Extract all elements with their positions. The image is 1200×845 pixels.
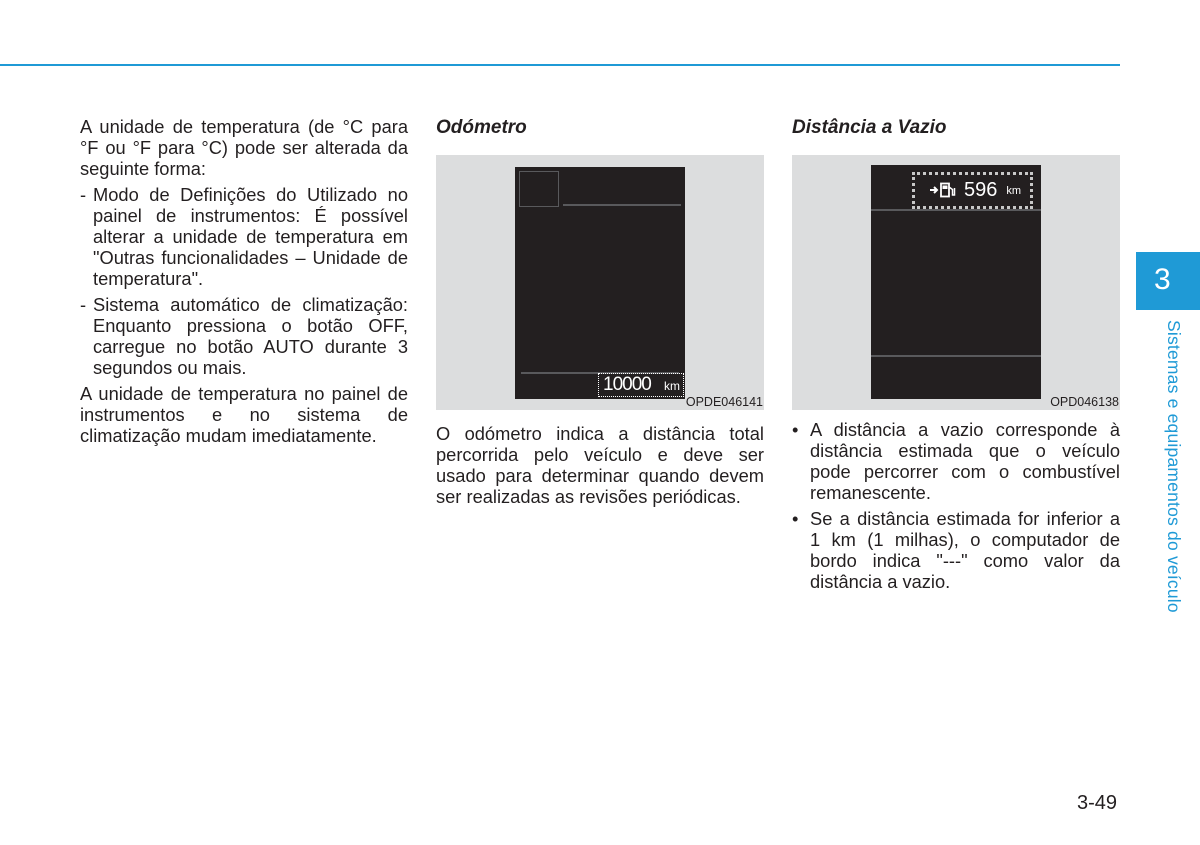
- odometer-readout: [598, 373, 684, 397]
- dte-figure: [792, 155, 1120, 410]
- dte-readout: [912, 172, 1033, 209]
- figure-caption: OPD046138: [1050, 395, 1119, 409]
- temperature-intro: A unidade de temperatura (de °C para °F ou °F para °C) pode ser alterada da seguinte forma:: [80, 116, 408, 179]
- dte-display-screen: [871, 165, 1041, 399]
- chapter-tab: [1136, 252, 1200, 310]
- page-number: 3-49: [1077, 792, 1118, 814]
- dte-unit: km: [1006, 185, 1021, 197]
- list-item: [792, 508, 1120, 592]
- dash-marker: -: [80, 184, 87, 205]
- chapter-title: Sistemas e equipamentos do veículo: [1164, 320, 1184, 613]
- dte-heading: Distância a Vazio: [792, 117, 947, 138]
- list-item-text: A distância a vazio corresponde à distância estimada que o veículo pode percorrer com o combustível remanescente.: [810, 419, 1120, 503]
- dte-description-block: [792, 419, 1120, 592]
- display-divider: [871, 355, 1041, 357]
- fuel-pump-icon: [929, 182, 957, 198]
- display-divider: [871, 209, 1041, 211]
- list-item-text: Sistema automático de climatização: Enquanto pressiona o botão OFF, carregue no botão AUTO durante 3 segundos ou mais.: [93, 294, 408, 378]
- temperature-unit-section: [80, 116, 408, 446]
- list-item: [792, 419, 1120, 503]
- list-item-text: Se a distância estimada for inferior a 1 km (1 milhas), o computador de bordo indica "---" como valor da distância a vazio.: [810, 508, 1120, 592]
- list-item-text: Modo de Definições do Utilizado no painel de instrumentos: É possível alterar a unidade de temperatura em "Outras funcionalidades – Unidade de temperatura".: [93, 184, 408, 289]
- temperature-closing: A unidade de temperatura no painel de instrumentos e no sistema de climatização mudam imediatamente.: [80, 383, 408, 446]
- odometer-description-block: [436, 423, 764, 507]
- figure-caption: OPDE046141: [685, 395, 763, 409]
- odometer-figure: [436, 155, 764, 410]
- display-divider: [563, 204, 681, 206]
- list-item: [80, 184, 408, 289]
- bullet-marker: •: [792, 508, 799, 529]
- dte-value: 596: [964, 179, 998, 201]
- header-rule: [0, 64, 1120, 66]
- chapter-number: 3: [1154, 263, 1171, 296]
- bullet-marker: •: [792, 419, 799, 440]
- odometer-value: 10000: [603, 374, 651, 395]
- list-item: [80, 294, 408, 378]
- odometer-heading-block: [436, 116, 764, 140]
- odometer-display-screen: [515, 167, 685, 399]
- odometer-unit: km: [664, 379, 680, 393]
- odometer-heading: Odómetro: [436, 117, 527, 138]
- dash-marker: -: [80, 294, 87, 315]
- odometer-description: O odómetro indica a distância total percorrida pelo veículo e deve ser usado para determinar quando devem ser realizadas as revisões periódicas.: [436, 423, 764, 507]
- dte-heading-block: [792, 116, 1120, 140]
- display-segment-box: [519, 171, 559, 207]
